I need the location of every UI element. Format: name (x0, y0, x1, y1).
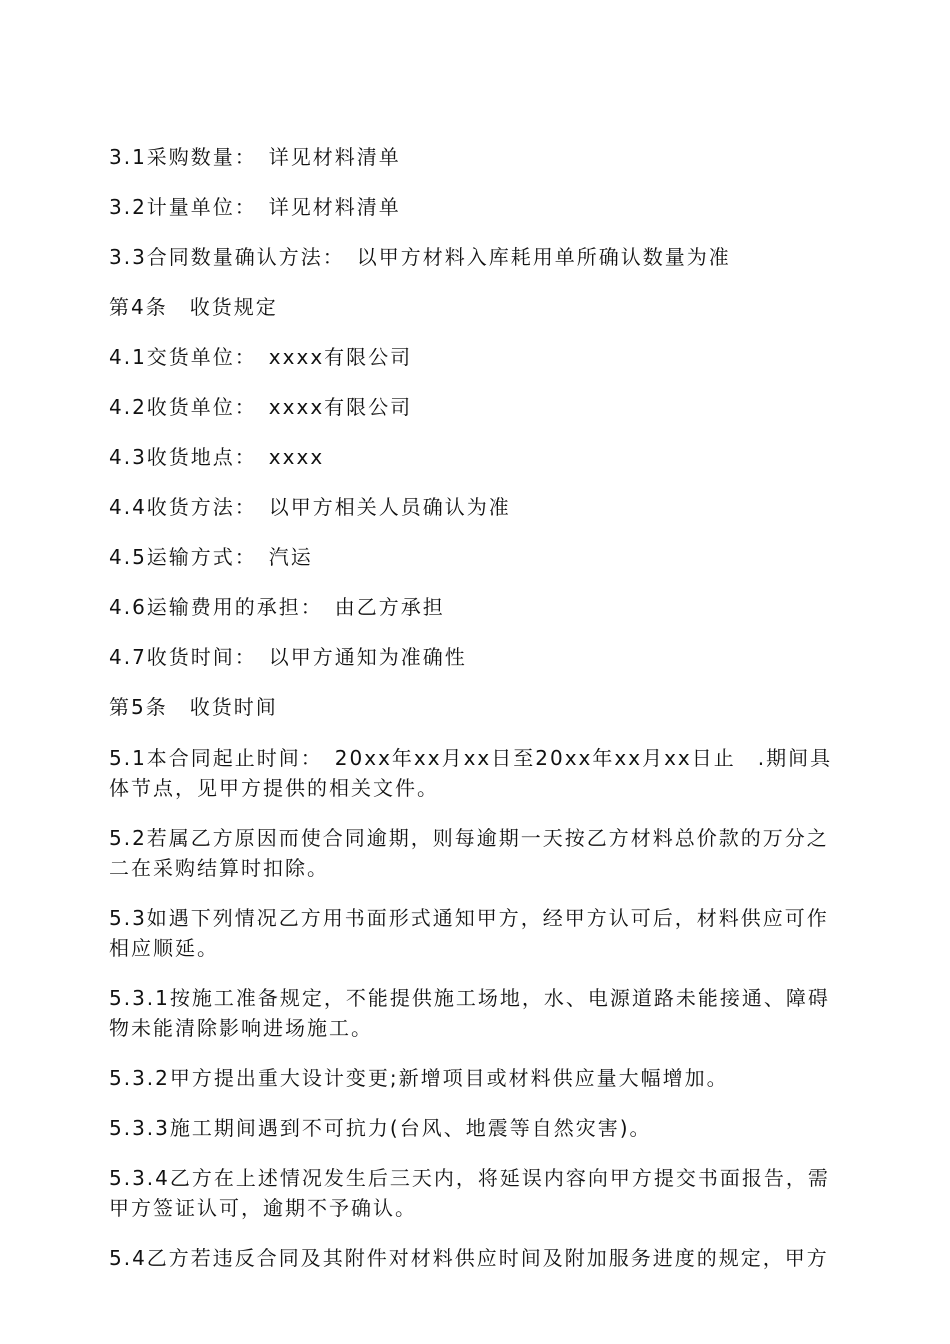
clause-5-2: 5.2若属乙方原因而使合同逾期，则每逾期一天按乙方材料总价款的万分之二在采购结算时扣除。 (109, 826, 829, 880)
article-4-heading: 第4条 收货规定 (109, 295, 278, 319)
clause-3-3: 3.3合同数量确认方法： 以甲方材料入库耗用单所确认数量为准 (109, 245, 731, 269)
clause-4-2: 4.2收货单位： xxxx有限公司 (109, 395, 413, 419)
clause-5-3-1: 5.3.1按施工准备规定，不能提供施工场地，水、电源道路未能接通、障碍物未能清除影响进场施工。 (109, 986, 830, 1040)
document-body (109, 141, 844, 1273)
clause-3-1: 3.1采购数量： 详见材料清单 (109, 145, 401, 169)
clause-3-2: 3.2计量单位： 详见材料清单 (109, 195, 401, 219)
clause-5-1: 5.1本合同起止时间： 20xx年xx月xx日至20xx年xx月xx日止 .期间具体节点，见甲方提供的相关文件。 (109, 746, 833, 800)
clause-4-6: 4.6运输费用的承担： 由乙方承担 (109, 595, 445, 619)
clause-4-5: 4.5运输方式： 汽运 (109, 545, 313, 569)
article-5-heading: 第5条 收货时间 (109, 695, 278, 719)
clause-4-7: 4.7收货时间： 以甲方通知为准确性 (109, 645, 467, 669)
clause-5-3-4: 5.3.4乙方在上述情况发生后三天内，将延误内容向甲方提交书面报告，需甲方签证认可，逾期不予确认。 (109, 1166, 830, 1220)
clause-4-4: 4.4收货方法： 以甲方相关人员确认为准 (109, 495, 511, 519)
clause-5-3-3: 5.3.3施工期间遇到不可抗力(台风、地震等自然灾害)。 (109, 1116, 652, 1140)
clause-5-4: 5.4乙方若违反合同及其附件对材料供应时间及附加服务进度的规定，甲方 (109, 1246, 829, 1270)
clause-4-1: 4.1交货单位： xxxx有限公司 (109, 345, 413, 369)
clause-5-3: 5.3如遇下列情况乙方用书面形式通知甲方，经甲方认可后，材料供应可作相应顺延。 (109, 906, 829, 960)
clause-4-3: 4.3收货地点： xxxx (109, 445, 325, 469)
clause-5-3-2: 5.3.2甲方提出重大设计变更;新增项目或材料供应量大幅增加。 (109, 1066, 729, 1090)
